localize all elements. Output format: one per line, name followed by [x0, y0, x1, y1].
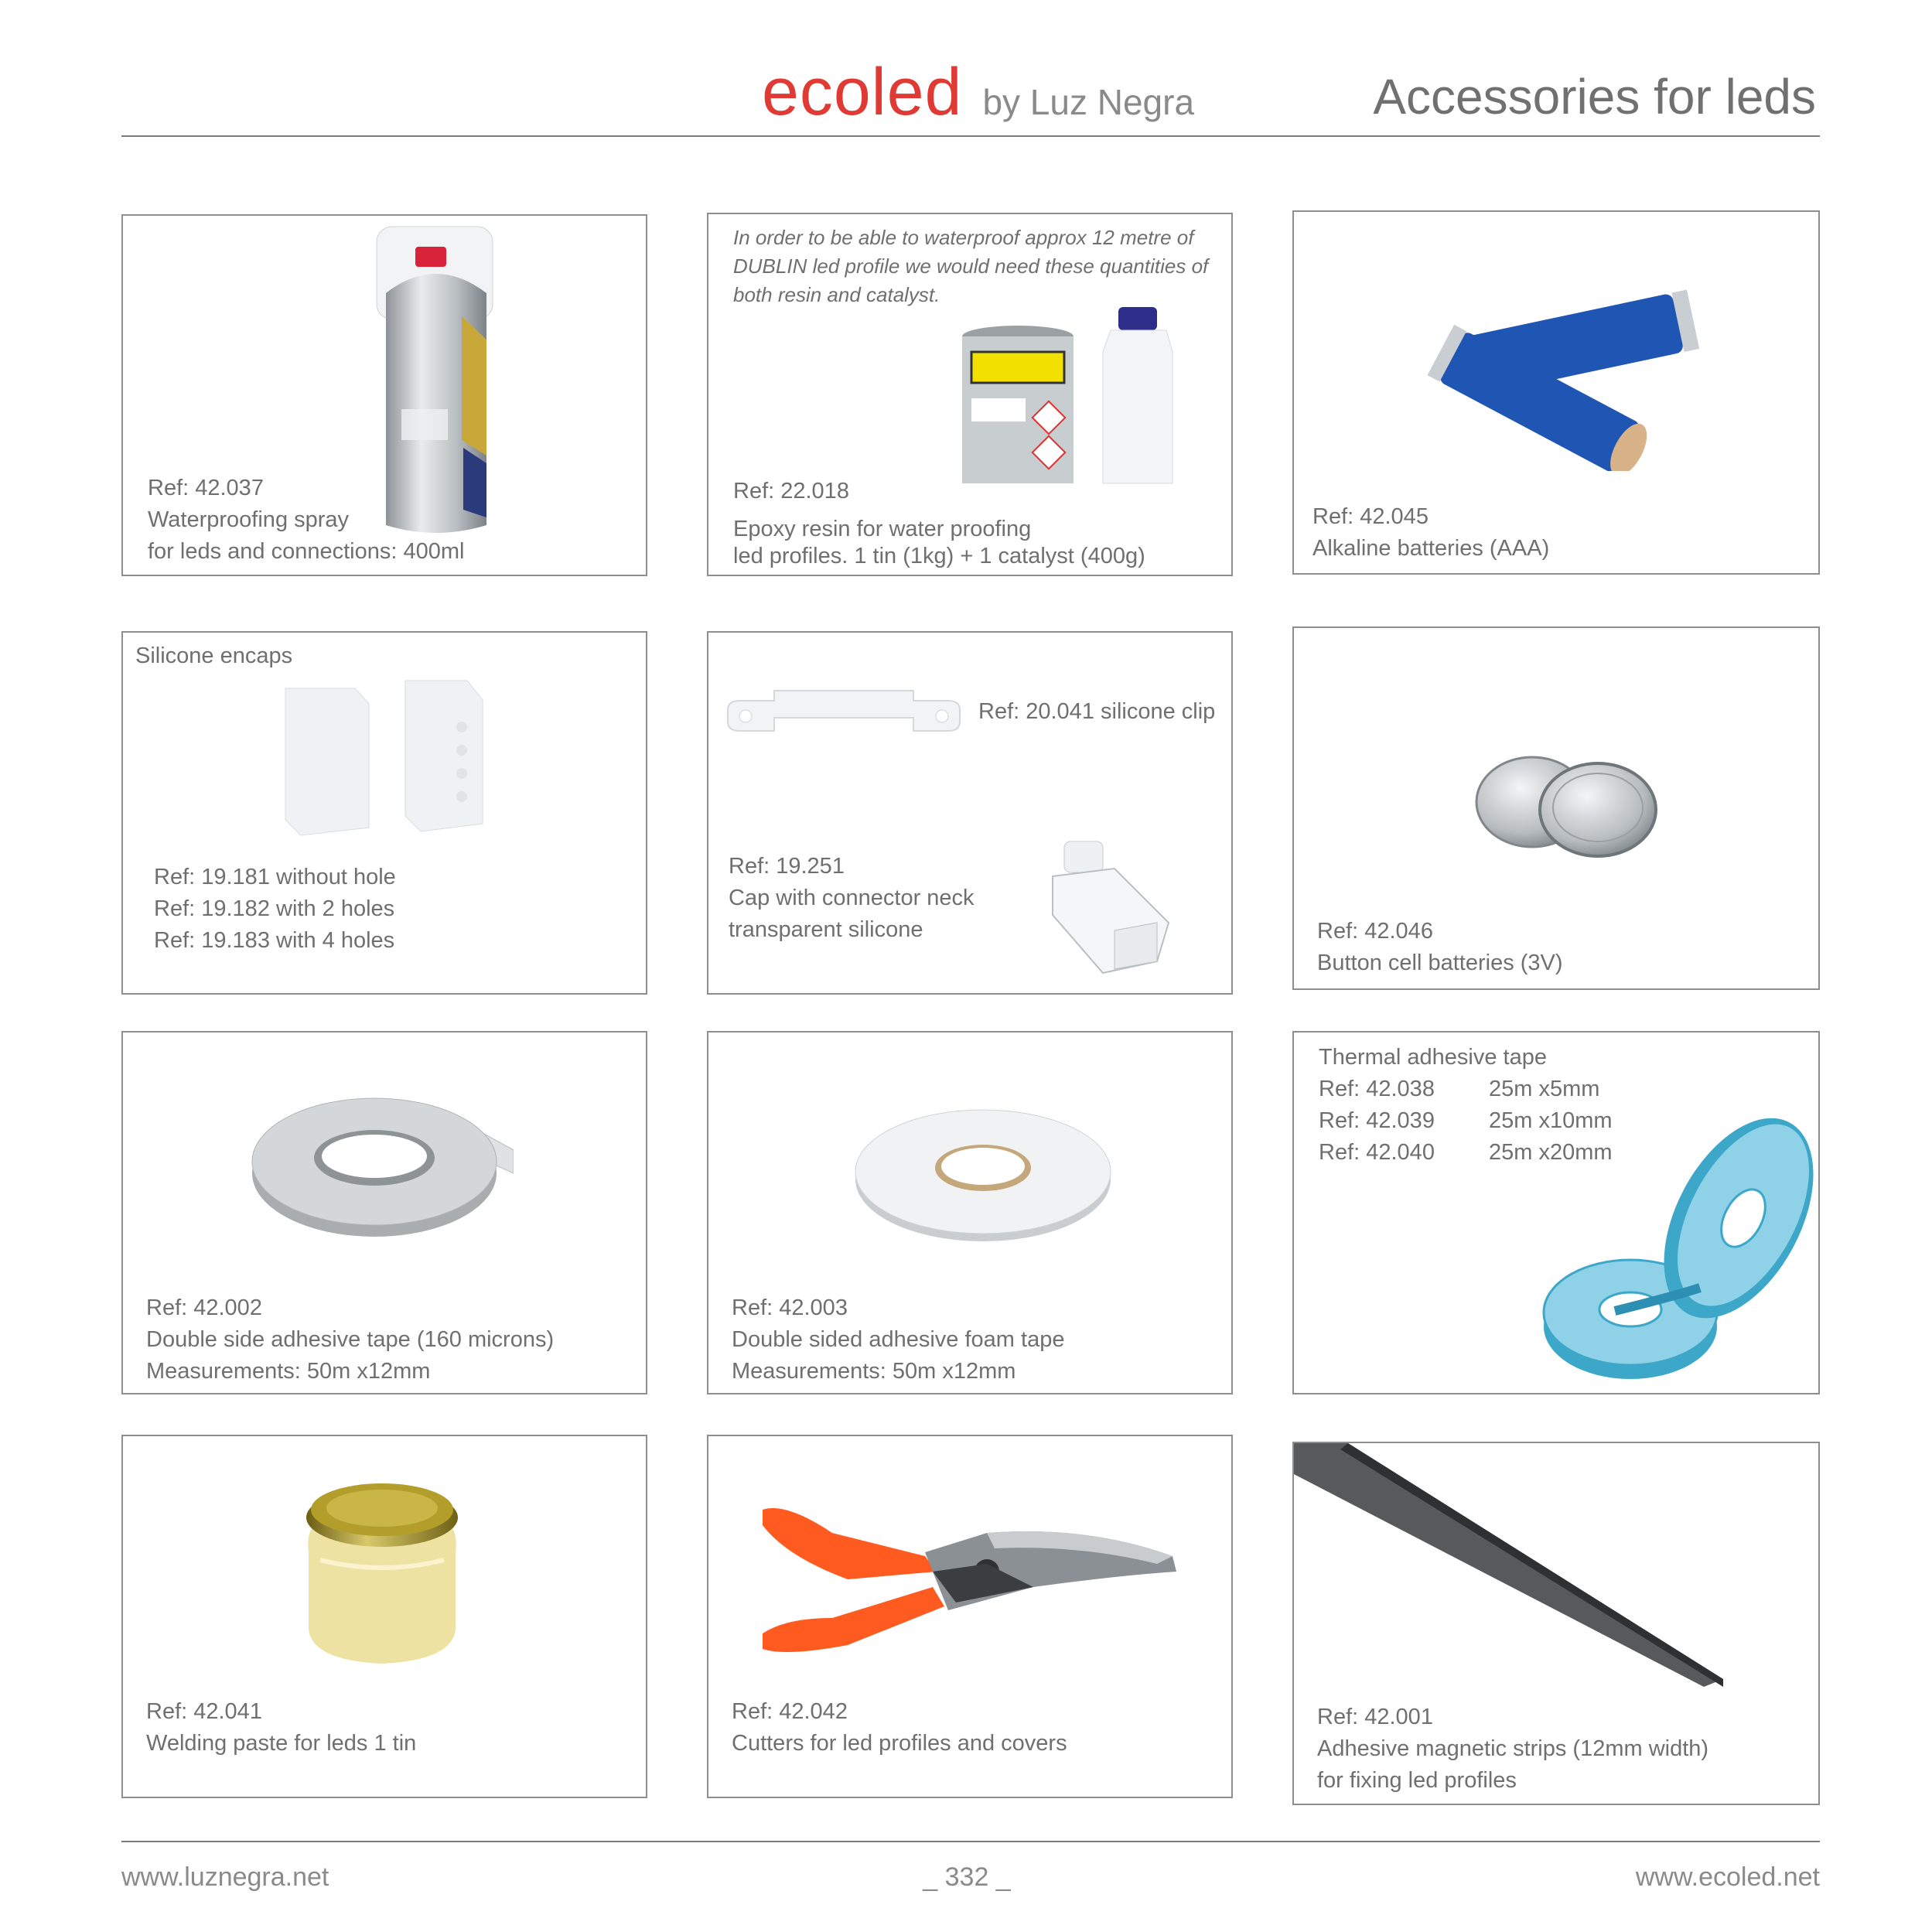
product-description: Double sided adhesive foam tape	[732, 1327, 1065, 1352]
product-description: Measurements: 50m x12mm	[732, 1359, 1016, 1384]
header-divider	[121, 135, 1820, 137]
product-description: Cap with connector neck	[729, 886, 975, 910]
magnetic-strip-icon	[1294, 1443, 1727, 1691]
product-info	[154, 862, 396, 957]
product-card-spray	[121, 214, 647, 576]
product-card-cutters	[707, 1435, 1233, 1798]
product-size: 25m x5mm	[1489, 1077, 1600, 1101]
clip-ref: Ref: 20.041 silicone clip	[978, 699, 1216, 724]
product-info	[733, 476, 1145, 572]
brand-byline: by Luz Negra	[982, 82, 1195, 122]
footer-divider	[121, 1841, 1820, 1842]
product-description: led profiles. 1 tin (1kg) + 1 catalyst (400g)	[733, 544, 1145, 568]
paste-jar-icon	[297, 1475, 467, 1668]
product-description: for fixing led profiles	[1317, 1768, 1517, 1793]
aaa-batteries-icon	[1425, 285, 1704, 471]
resin-tin-and-bottle-icon	[956, 306, 1203, 491]
product-description: Double side adhesive tape (160 microns)	[146, 1327, 555, 1352]
product-ref: Ref: 42.001	[1317, 1705, 1433, 1729]
product-info	[1317, 916, 1563, 979]
brand-name: ecoled	[762, 55, 963, 129]
product-ref: Ref: 42.002	[146, 1295, 262, 1320]
product-info	[146, 1292, 554, 1388]
product-info	[1312, 501, 1549, 565]
brand-logo	[762, 54, 1194, 131]
product-card-batteries-aaa	[1292, 210, 1820, 575]
button-cell-icon	[1470, 752, 1664, 860]
table-row	[1319, 1074, 1613, 1105]
product-ref: Ref: 42.045	[1312, 504, 1429, 529]
product-card-foam-tape	[707, 1031, 1233, 1394]
product-ref: Ref: 42.040	[1319, 1140, 1435, 1165]
product-card-magnetic-strip	[1292, 1442, 1820, 1805]
product-info	[732, 1696, 1067, 1760]
product-title: Silicone encaps	[135, 643, 293, 668]
product-size: 25m x20mm	[1489, 1140, 1613, 1165]
product-ref: Ref: 42.038	[1319, 1077, 1435, 1101]
product-description: Cutters for led profiles and covers	[732, 1731, 1067, 1756]
thermal-tape-icon	[1538, 1102, 1816, 1388]
product-description: Button cell batteries (3V)	[1317, 951, 1563, 975]
silicone-clip-icon	[724, 687, 964, 741]
product-info	[729, 851, 975, 946]
product-card-epoxy	[707, 213, 1233, 576]
product-ref: Ref: 42.041	[146, 1699, 262, 1724]
product-info	[146, 1696, 416, 1760]
product-ref: Ref: 19.182 with 2 holes	[154, 896, 395, 921]
product-card-welding-paste	[121, 1435, 647, 1798]
product-description: for leds and connections: 400ml	[148, 539, 465, 564]
product-card-tape-160	[121, 1031, 647, 1394]
product-card-encaps	[121, 631, 647, 995]
product-description: transparent silicone	[729, 917, 923, 942]
product-ref: Ref: 42.042	[732, 1699, 848, 1724]
cutters-icon	[755, 1502, 1188, 1657]
product-description: Waterproofing spray	[148, 507, 350, 532]
product-ref: Ref: 22.018	[733, 479, 849, 503]
footer-link-luznegra[interactable]: www.luznegra.net	[121, 1862, 329, 1892]
product-description: Epoxy resin for water proofing	[733, 517, 1032, 541]
product-ref: Ref: 42.039	[1319, 1108, 1435, 1133]
product-ref: Ref: 19.251	[729, 854, 845, 879]
product-card-clip-cap	[707, 631, 1233, 995]
product-ref: Ref: 42.046	[1317, 919, 1433, 944]
product-note: In order to be able to waterproof approx 12 metre of DUBLIN led profile we would need these quantities of both resin and catalyst.	[733, 226, 1209, 306]
footer-link-ecoled[interactable]: www.ecoled.net	[1635, 1862, 1820, 1892]
page-title: Accessories for leds	[1373, 69, 1816, 125]
silicone-encaps-icon	[278, 673, 494, 843]
product-ref: Ref: 19.181 without hole	[154, 865, 396, 889]
foam-tape-roll-icon	[852, 1098, 1114, 1245]
product-description: Adhesive magnetic strips (12mm width)	[1317, 1736, 1709, 1761]
product-info	[148, 473, 464, 568]
product-info	[732, 1292, 1064, 1388]
product-description: Alkaline batteries (AAA)	[1312, 536, 1550, 561]
connector-cap-icon	[1041, 838, 1180, 977]
product-ref: Ref: 42.003	[732, 1295, 848, 1320]
product-description: Welding paste for leds 1 tin	[146, 1731, 417, 1756]
product-ref: Ref: 42.037	[148, 476, 264, 500]
product-title: Thermal adhesive tape	[1319, 1045, 1547, 1070]
product-ref: Ref: 19.183 with 4 holes	[154, 928, 395, 953]
product-info	[1317, 1702, 1708, 1797]
product-description: Measurements: 50m x12mm	[146, 1359, 431, 1384]
product-card-thermal-tape	[1292, 1031, 1820, 1394]
product-size: 25m x10mm	[1489, 1108, 1613, 1133]
page-number: _ 332 _	[923, 1862, 1011, 1892]
product-card-button-cells	[1292, 626, 1820, 990]
tape-roll-icon	[251, 1088, 514, 1243]
